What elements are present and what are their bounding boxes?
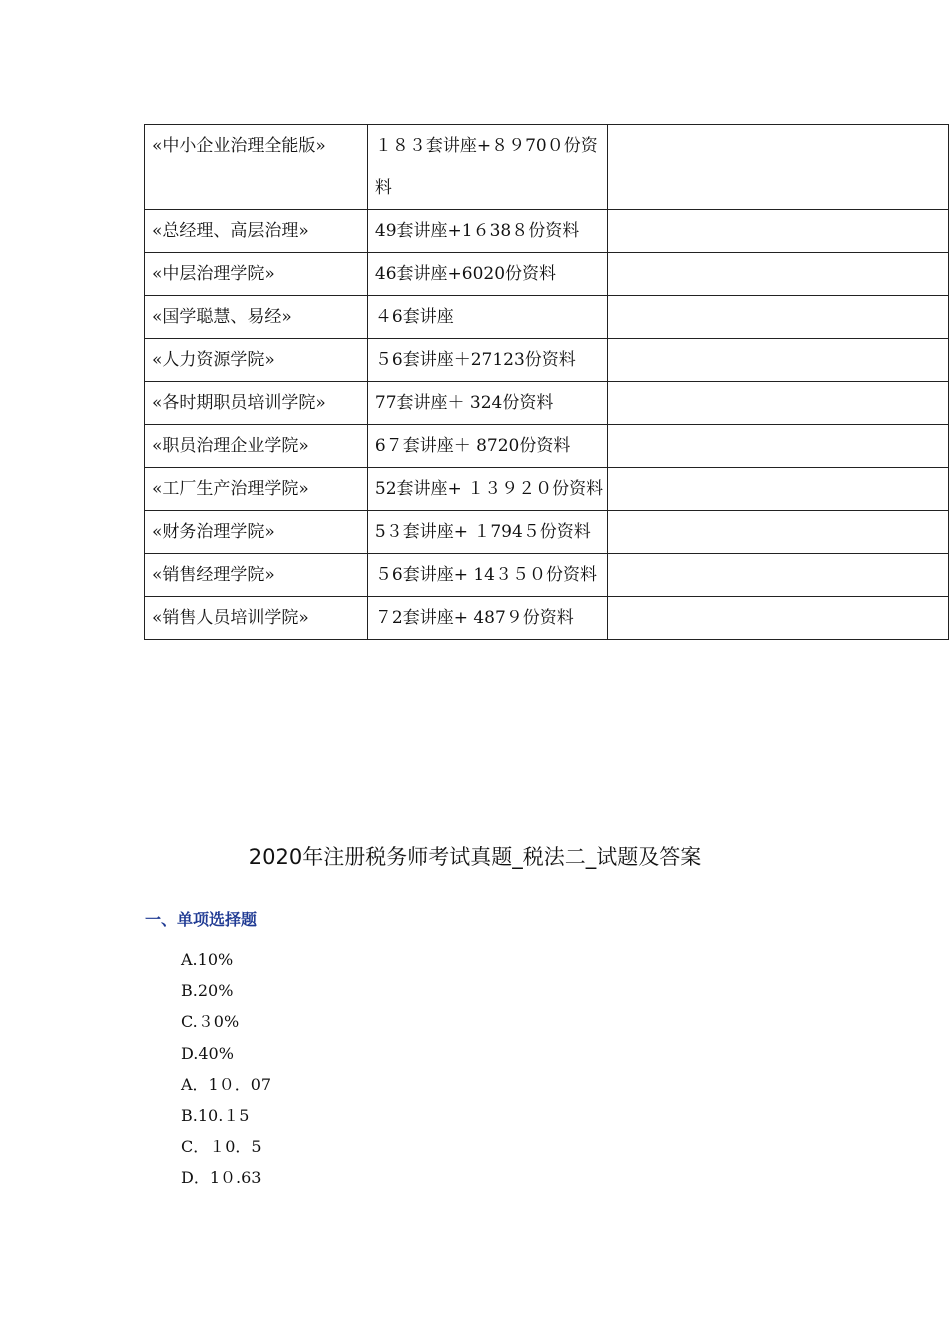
course-catalog-table	[144, 124, 949, 640]
course-detail-cell: １８３套讲座+８９70０份资料	[367, 125, 607, 210]
course-detail-cell: 77套讲座＋ 324份资料	[367, 382, 607, 425]
answer-option: D．1０.63	[181, 1168, 262, 1188]
course-name-cell: «工厂生产治理学院»	[145, 468, 368, 511]
note-cell	[608, 296, 949, 339]
answer-option: A.10%	[181, 950, 234, 969]
note-cell	[608, 554, 949, 597]
course-detail-cell: ５6套讲座＋27123份资料	[367, 339, 607, 382]
course-detail-cell: ４6套讲座	[367, 296, 607, 339]
answer-option: B.20%	[181, 981, 234, 1001]
section-heading: 一、单项选择题	[145, 910, 258, 929]
note-cell	[608, 382, 949, 425]
table-row	[145, 125, 949, 210]
table-row	[145, 597, 949, 640]
note-cell	[608, 210, 949, 253]
note-cell	[608, 468, 949, 511]
answer-option: B.10.１5	[181, 1106, 250, 1126]
course-detail-cell: ７2套讲座+ 487９份资料	[367, 597, 607, 640]
course-name-cell: «国学聪慧、易经»	[145, 296, 368, 339]
course-detail-cell: ５6套讲座+ 14３５０份资料	[367, 554, 607, 597]
course-detail-cell: 5３套讲座+ １794５份资料	[367, 511, 607, 554]
note-cell	[608, 511, 949, 554]
course-name-cell: «销售人员培训学院»	[145, 597, 368, 640]
table-row	[145, 511, 949, 554]
course-name-cell: «中层治理学院»	[145, 253, 368, 296]
document-title: 2020年注册税务师考试真题_税法二_试题及答案	[248, 845, 702, 869]
answer-option: C.３0%	[181, 1012, 240, 1032]
note-cell	[608, 125, 949, 210]
course-name-cell: «财务治理学院»	[145, 511, 368, 554]
course-name-cell: «各时期职员培训学院»	[145, 382, 368, 425]
note-cell	[608, 253, 949, 296]
table-row	[145, 425, 949, 468]
course-detail-cell: 52套讲座+ １３９２０份资料	[367, 468, 607, 511]
table-row	[145, 468, 949, 511]
catalog-body	[145, 125, 949, 640]
course-name-cell: «中小企业治理全能版»	[145, 125, 368, 210]
note-cell	[608, 425, 949, 468]
answer-options-list	[181, 944, 271, 1194]
course-detail-cell: 49套讲座+1６38８份资料	[367, 210, 607, 253]
course-name-cell: «总经理、高层治理»	[145, 210, 368, 253]
course-name-cell: «职员治理企业学院»	[145, 425, 368, 468]
note-cell	[608, 339, 949, 382]
answer-option: D.40%	[181, 1043, 234, 1063]
course-name-cell: «销售经理学院»	[145, 554, 368, 597]
course-detail-cell: 46套讲座+6020份资料	[367, 253, 607, 296]
table-row	[145, 339, 949, 382]
note-cell	[608, 597, 949, 640]
table-row	[145, 253, 949, 296]
table-row	[145, 210, 949, 253]
course-name-cell: «人力资源学院»	[145, 339, 368, 382]
answer-option: A．1０．07	[181, 1074, 272, 1094]
table-row	[145, 382, 949, 425]
table-row	[145, 554, 949, 597]
answer-option: C．１0．5	[181, 1137, 262, 1157]
table-row	[145, 296, 949, 339]
course-detail-cell: 6７套讲座＋ 8720份资料	[367, 425, 607, 468]
